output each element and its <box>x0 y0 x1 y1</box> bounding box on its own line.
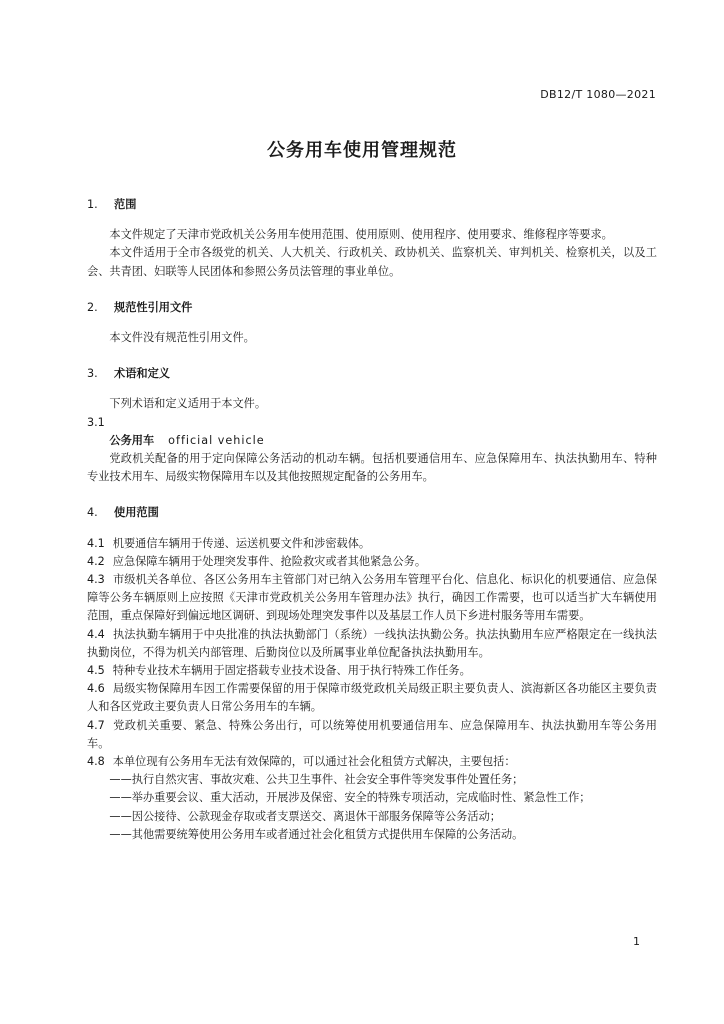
clause-item <box>87 571 657 626</box>
paragraph: 本文件适用于全市各级党的机关、人大机关、行政机关、政协机关、监察机关、审判机关、检察机关，以及工会、共青团、妇联等人民团体和参照公务员法管理的事业单位。 <box>87 246 657 278</box>
clause-number: 4.5 <box>87 664 105 678</box>
document-title: 公务用车使用管理规范 <box>267 140 457 161</box>
clause-text: 应急保障车辆用于处理突发事件、抢险救灾或者其他紧急公务。 <box>112 554 427 568</box>
section-heading-terms <box>87 365 657 383</box>
clause-item <box>87 626 657 662</box>
section-number: 3. <box>87 367 98 381</box>
document-body <box>87 196 657 844</box>
section-title: 术语和定义 <box>114 367 170 381</box>
term-chinese: 公务用车 <box>109 433 155 447</box>
clause-item <box>87 753 657 771</box>
section-heading-usage-scope <box>87 504 657 522</box>
clause-text: 执法执勤车辆用于中央批准的执法执勤部门（系统）一线执法执勤公务。执法执勤用车应严格限定在一线执法执勤岗位，不得为机关内部管理、后勤岗位以及所属事业单位配备执法执勤用车。 <box>87 627 657 659</box>
section-heading-normative-references <box>87 299 657 317</box>
clause-number: 4.6 <box>87 682 105 696</box>
paragraph: 下列术语和定义适用于本文件。 <box>109 397 267 411</box>
clause-item <box>87 535 657 553</box>
clause-text: 本单位现有公务用车无法有效保障的，可以通过社会化租赁方式解决，主要包括： <box>112 755 516 769</box>
clause-number: 4.1 <box>87 536 105 550</box>
dash-list-item: ——其他需要统筹使用公务用车或者通过社会化租赁方式提供用车保障的公务活动。 <box>109 827 524 841</box>
term-entry <box>87 432 657 450</box>
clause-number: 4.4 <box>87 627 105 641</box>
term-definition: 党政机关配备的用于定向保障公务活动的机动车辆。包括机要通信用车、应急保障用车、执法执勤用车、特种专业技术用车、局级实物保障用车以及其他按照规定配备的公务用车。 <box>87 452 657 484</box>
clause-item <box>87 662 657 680</box>
clause-item <box>87 717 657 753</box>
paragraph: 本文件规定了天津市党政机关公务用车使用范围、使用原则、使用程序、使用要求、维修程序等要求。 <box>109 228 613 242</box>
clause-text: 特种专业技术车辆用于固定搭载专业技术设备、用于执行特殊工作任务。 <box>112 664 471 678</box>
clause-number: 4.7 <box>87 718 105 732</box>
paragraph: 本文件没有规范性引用文件。 <box>109 331 255 345</box>
section-title: 范围 <box>114 198 137 211</box>
section-number: 1. <box>87 198 98 211</box>
clause-text: 市级机关各单位、各区公务用车主管部门对已纳入公务用车管理平台化、信息化、标识化的机要通信、应急保障等公务车辆原则上应按照《天津市党政机关公务用车管理办法》执行，确因工作需要，也可以适当扩大车辆使用范围，重点保障好到偏远地区调研、到现场处理突发事件以及基层工作人员下乡进村服务等用车需要。 <box>87 573 657 623</box>
section-title: 规范性引用文件 <box>114 300 193 314</box>
section-heading-scope <box>87 196 657 214</box>
clause-number: 4.8 <box>87 755 105 769</box>
section-number: 2. <box>87 300 98 314</box>
subsection-number: 3.1 <box>87 415 105 429</box>
standard-code: DB12/T 1080—2021 <box>540 88 656 101</box>
dash-list-item: ——执行自然灾害、事故灾难、公共卫生事件、社会安全事件等突发事件处置任务； <box>109 773 524 787</box>
page-number: 1 <box>633 935 640 948</box>
clause-text: 局级实物保障用车因工作需要保留的用于保障市级党政机关局级正职主要负责人、滨海新区各功能区主要负责人和各区党政主要负责人日常公务用车的车辆。 <box>87 682 657 714</box>
term-english: official vehicle <box>168 433 265 447</box>
clause-item <box>87 553 657 571</box>
section-number: 4. <box>87 506 98 520</box>
clause-text: 机要通信车辆用于传递、运送机要文件和涉密载体。 <box>112 536 371 550</box>
dash-list-item: ——举办重要会议、重大活动，开展涉及保密、安全的特殊专项活动，完成临时性、紧急性工作； <box>109 791 591 805</box>
clause-item <box>87 680 657 716</box>
section-title: 使用范围 <box>114 506 159 520</box>
dash-list-item: ——因公接待、公款现金存取或者支票送交、离退休干部服务保障等公务活动； <box>109 809 501 823</box>
clause-number: 4.2 <box>87 554 105 568</box>
clause-text: 党政机关重要、紧急、特殊公务出行，可以统筹使用机要通信用车、应急保障用车、执法执勤用车等公务用车。 <box>87 718 657 750</box>
clause-number: 4.3 <box>87 573 105 587</box>
